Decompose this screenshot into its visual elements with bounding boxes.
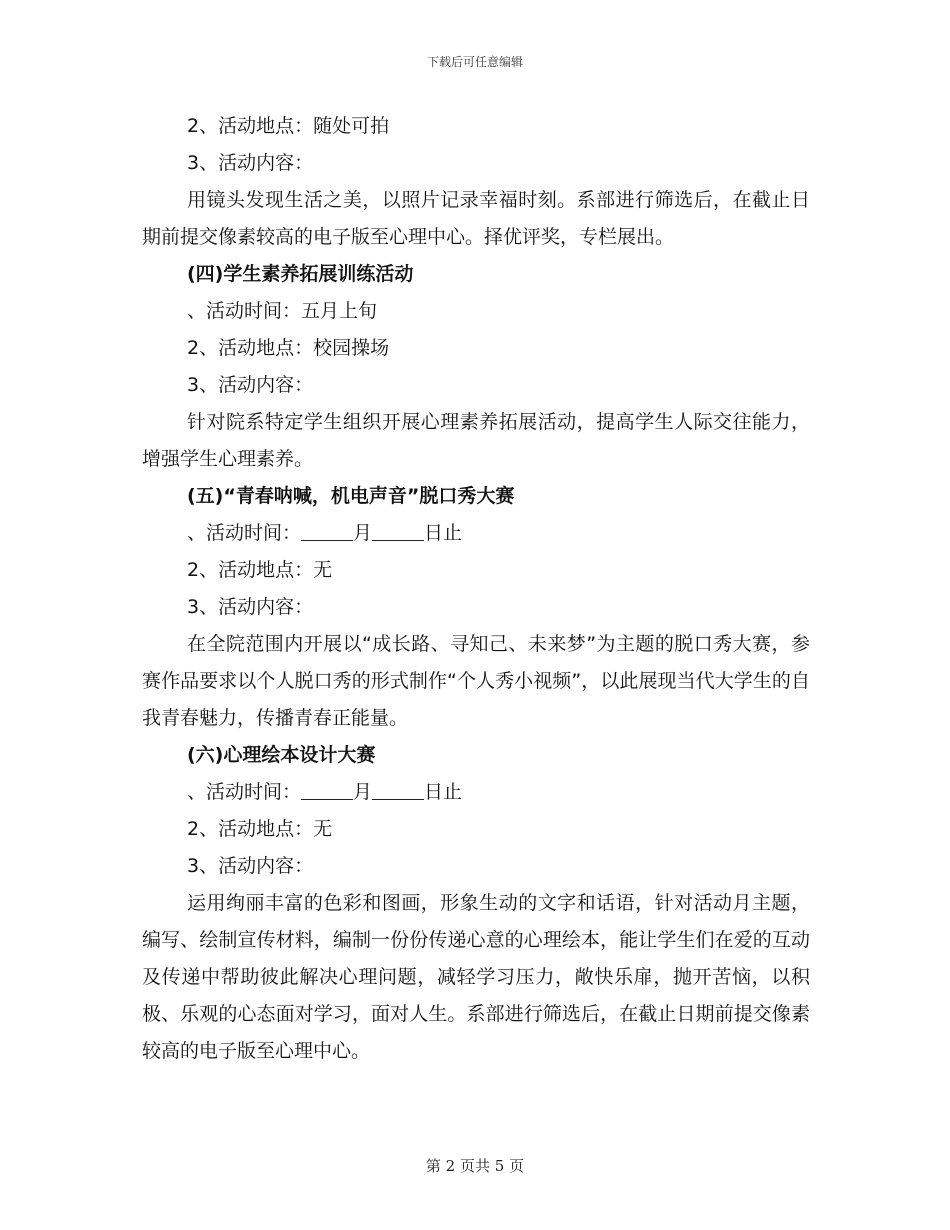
- time-month: 月: [353, 522, 373, 544]
- activity-content-label: 3、活动内容：: [187, 596, 314, 618]
- section-heading-4: (四)学生素养拓展训练活动: [187, 263, 414, 285]
- activity-content-label: 3、活动内容：: [187, 374, 314, 396]
- activity-time: 、活动时间：五月上旬: [187, 300, 378, 322]
- time-prefix: 、活动时间：: [187, 781, 302, 803]
- blank-underline: [372, 779, 424, 800]
- blank-underline: [301, 779, 353, 800]
- blank-underline: [372, 520, 424, 541]
- activity-content-paragraph: 用镜头发现生活之美，以照片记录幸福时刻。系部进行筛选后，在截止日期前提交像素较高的电子版至心理中心。择优评奖，专栏展出。: [142, 189, 810, 248]
- page-footer: 第 2 页共 5 页: [425, 1157, 525, 1175]
- activity-content-paragraph: 针对院系特定学生组织开展心理素养拓展活动，提高学生人际交往能力，增强学生心理素养。: [142, 411, 810, 470]
- blank-underline: [301, 520, 353, 541]
- time-month: 月: [353, 781, 373, 803]
- page-header: 下载后可任意编辑: [426, 55, 523, 69]
- activity-place: 2、活动地点：无: [187, 818, 333, 840]
- activity-content-label: 3、活动内容：: [187, 152, 314, 174]
- activity-time: [142, 515, 810, 552]
- time-prefix: 、活动时间：: [187, 522, 302, 544]
- time-suffix: 日止: [424, 781, 463, 803]
- activity-time: [142, 774, 810, 811]
- activity-place: 2、活动地点：随处可拍: [187, 115, 390, 137]
- activity-content-paragraph: 在全院范围内开展以“成长路、寻知己、未来梦”为主题的脱口秀大赛，参赛作品要求以个人脱口秀的形式制作“个人秀小视频”，以此展现当代大学生的自我青春魅力，传播青春正能量。: [142, 633, 810, 729]
- activity-place: 2、活动地点：无: [187, 559, 333, 581]
- time-suffix: 日止: [424, 522, 463, 544]
- activity-place: 2、活动地点：校园操场: [187, 337, 390, 359]
- section-heading-6: (六)心理绘本设计大赛: [187, 744, 376, 766]
- activity-content-label: 3、活动内容：: [187, 855, 314, 877]
- activity-content-paragraph: 运用绚丽丰富的色彩和图画，形象生动的文字和话语，针对活动月主题，编写、绘制宣传材料，编制一份份传递心意的心理绘本，能让学生们在爱的互动及传递中帮助彼此解决心理问题，减轻学习压力，敞快乐扉，抛开苦恼，以积极、乐观的心态面对学习，面对人生。系部进行筛选后，在截止日期前提交像素较高的电子版至心理中心。: [142, 892, 810, 1062]
- document-body: [142, 108, 810, 1070]
- section-heading-5: (五)“青春呐喊，机电声音”脱口秀大赛: [187, 485, 515, 507]
